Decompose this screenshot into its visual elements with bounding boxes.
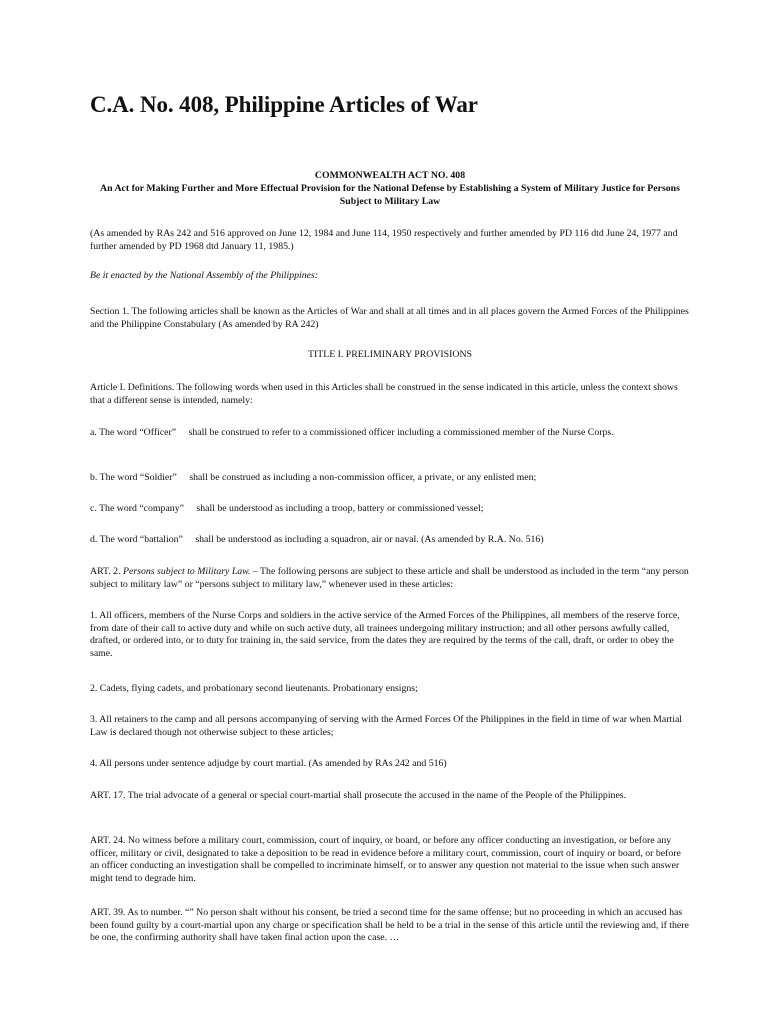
definition-term: b. The word “Soldier”: [90, 472, 177, 483]
act-heading: COMMONWEALTH ACT NO. 408: [314, 170, 466, 181]
definition-text: shall be understood as including a squadron, air or naval. (As amended by R.A. No. 516): [195, 534, 544, 545]
article-2-item-1: 1. All officers, members of the Nurse Corps and soldiers in the active service of the Armed Forces of the Philippines, all members of the reserve force, from date of their call to active duty and while on such active duty, all trainees undergoing military instruction; and all other persons awfully called, drafted, or ordered into, or to duty for training in, the said service, from the dates they are required by the terms of the call, draft, or order to obey the same.: [90, 610, 680, 659]
article-24: ART. 24. No witness before a military court, commission, court of inquiry, or board, or before any officer conducting an investigation, or before any officer, military or civil, designated to take a deposition to be read in evidence before a military court, commission, court of inquiry or board, or before an officer conducting an investigation shall be compelled to incriminate himself, or to answer any question not material to the issue when such answer might tend to degrade him.: [90, 835, 681, 884]
enactment-clause: Be it enacted by the National Assembly of the Philippines:: [90, 270, 319, 281]
page-title: C.A. No. 408, Philippine Articles of War: [90, 92, 478, 117]
act-subtitle: An Act for Making Further and More Effectual Provision for the National Defense by Establishing a System of Military Justice for Persons Subject to Military Law: [100, 183, 680, 207]
definition-text: shall be construed to refer to a commissioned officer including a commissioned member of the Nurse Corps.: [188, 427, 614, 438]
definition-text: shall be understood as including a troop, battery or commissioned vessel;: [196, 503, 484, 514]
definition-text: shall be construed as including a non-commission officer, a private, or any enlisted men;: [189, 472, 537, 483]
definition-term: c. The word “company”: [90, 503, 184, 514]
article-2-number: ART. 2.: [90, 566, 121, 577]
article-39: ART. 39. As to number. “” No person shalt without his consent, be tried a second time for the same offense; but no proceeding in which an accused has been found guilty by a court-martial upon any charge or specification shall be held to be a trial in the sense of this article until the reviewing and, if there be one, the confirming authority shall have taken final action upon the case. …: [90, 907, 689, 943]
definition-battalion: [90, 534, 690, 547]
definition-company: [90, 503, 690, 516]
article-2-item-2: 2. Cadets, flying cadets, and probationary second lieutenants. Probationary ensigns;: [90, 683, 418, 694]
definition-term: d. The word “battalion”: [90, 534, 183, 545]
title-1-heading: TITLE I. PRELIMINARY PROVISIONS: [307, 349, 472, 360]
section-1: Section 1. The following articles shall be known as the Articles of War and shall at all times and in all places govern the Armed Forces of the Philippines and the Philippine Constabulary (As amended by RA 242): [90, 306, 689, 330]
definition-soldier: [90, 472, 690, 485]
definition-officer: [90, 427, 690, 440]
article-2-text: – The following persons are subject to these article and shall be understood as included in the term “any person subject to military law” or “persons subject to military law,” whenever used in these articles:: [90, 566, 689, 590]
amendment-note: (As amended by RAs 242 and 516 approved on June 12, 1984 and June 114, 1950 respectively and further amended by PD 116 dtd June 24, 1977 and further amended by PD 1968 dtd January 11, 1985.): [90, 228, 678, 252]
article-2-heading: Persons subject to Military Law.: [122, 566, 251, 577]
definition-term: a. The word “Officer”: [90, 427, 177, 438]
article-2-item-3: 3. All retainers to the camp and all persons accompanying of serving with the Armed Forces Of the Philippines in the field in time of war when Martial Law is declared though not otherwise subject to these articles;: [90, 714, 683, 738]
article-2: [90, 566, 690, 591]
article-1-definitions: Article I. Definitions. The following words when used in this Articles shall be construed in the sense indicated in this article, unless the context shows that a different sense is intended, namely:: [90, 382, 678, 406]
article-2-item-4: 4. All persons under sentence adjudge by court martial. (As amended by RAs 242 and 516): [90, 758, 447, 769]
article-17: ART. 17. The trial advocate of a general or special court-martial shall prosecute the accused in the name of the People of the Philippines.: [90, 790, 627, 801]
